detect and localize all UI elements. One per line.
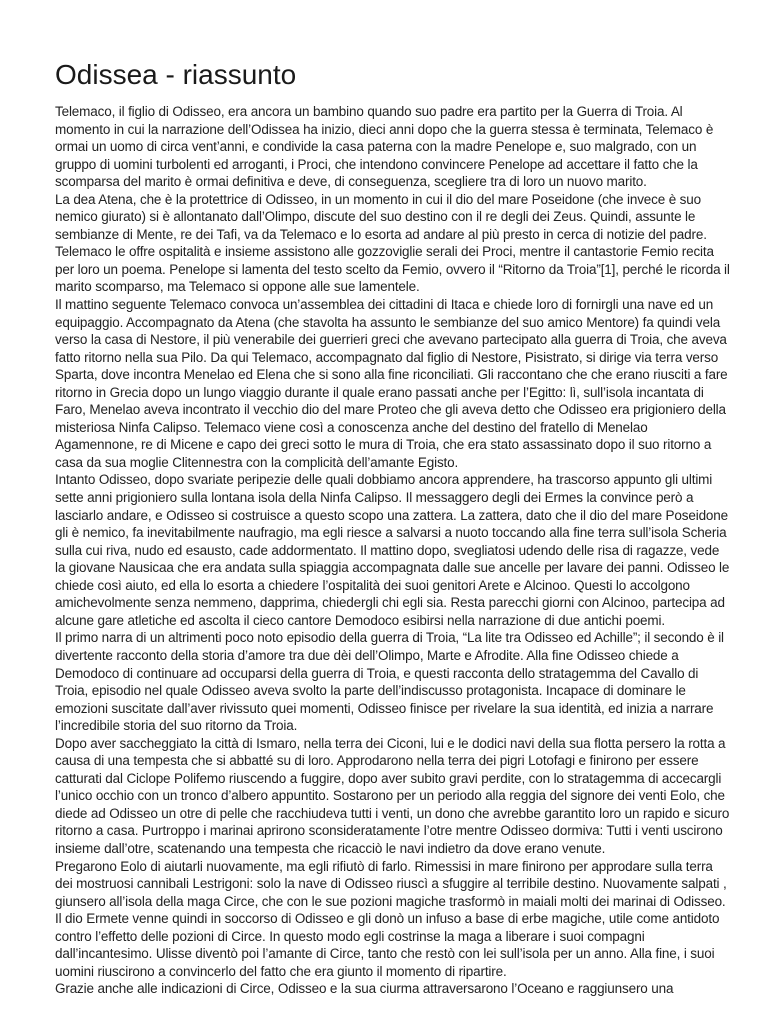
document-page: [55, 0, 730, 998]
paragraph: Intanto Odisseo, dopo svariate peripezie delle quali dobbiamo ancora apprendere, ha trascorso appunto gli ultimi sette anni prigioniero sulla lontana isola della Ninfa Calipso. Il messaggero degli dei Ermes la convince però a lasciarlo andare, e Odisseo si costruisce a questo scopo una zattera. La zattera, dato che il dio del mare Poseidone gli è nemico, fa inevitabilmente naufragio, ma egli riesce a salvarsi a nuoto toccando alla fine terra sull’isola Scheria sulla cui riva, nudo ed esausto, cade addormentato. Il mattino dopo, svegliatosi udendo delle risa di ragazze, vede la giovane Nausicaa che era andata sulla spiaggia accompagnata dalle sue ancelle per lavare dei panni. Odisseo le chiede così aiuto, ed ella lo esorta a chiedere l’ospitalità dei suoi genitori Arete e Alcinoo. Questi lo accolgono amichevolmente senza nemmeno, dapprima, chiedergli chi egli sia. Resta parecchi giorni con Alcinoo, partecipa ad alcune gare atletiche ed ascolta il cieco cantore Demodoco esibirsi nella narrazione di due antichi poemi.: [55, 472, 730, 628]
document-title: Odissea - riassunto: [55, 59, 297, 90]
paragraph: Telemaco, il figlio di Odisseo, era ancora un bambino quando suo padre era partito per la Guerra di Troia. Al momento in cui la narrazione dell’Odissea ha inizio, dieci anni dopo che la guerra stessa è terminata, Telemaco è ormai un uomo di circa vent’anni, e condivide la casa paterna con la madre Penelope e, suo malgrado, con un gruppo di uomini turbolenti ed arroganti, i Proci, che intendono convincere Penelope ad accettare il fatto che la scomparsa del marito è ormai definitiva e deve, di conseguenza, scegliere tra di loro un nuovo marito.: [55, 104, 714, 190]
paragraph: Pregarono Eolo di aiutarli nuovamente, ma egli rifiutò di farlo. Rimessisi in mare finirono per approdare sulla terra dei mostruosi cannibali Lestrigoni: solo la nave di Odisseo riuscì a sfuggire al terribile destino. Nuovamente salpati , giunsero all’isola della maga Circe, che con le sue pozioni magiche trasformò in maiali molti dei marinai di Odisseo. Il dio Ermete venne quindi in soccorso di Odisseo e gli donò un infuso a base di erbe magiche, utile come antidoto contro l’effetto delle pozioni di Circe. In questo modo egli costrinse la maga a liberare i suoi compagni dall’incantesimo. Ulisse diventò poi l’amante di Circe, tanto che restò con lei sull’isola per un anno. Alla fine, i suoi uomini riuscirono a convincerlo del fatto che era giunto il momento di ripartire.: [55, 858, 727, 979]
document-body: [55, 103, 730, 998]
paragraph: La dea Atena, che è la protettrice di Odisseo, in un momento in cui il dio del mare Poseidone (che invece è suo nemico giurato) si è allontanato dall’Olimpo, discute del suo destino con il re degli dei Zeus. Quindi, assunte le sembianze di Mente, re dei Tafi, va da Telemaco e lo esorta ad andare al più presto in cerca di notizie del padre. Telemaco le offre ospitalità e insieme assistono alle gozzoviglie serali dei Proci, mentre il cantastorie Femio recita per loro un poema. Penelope si lamenta del testo scelto da Femio, ovvero il “Ritorno da Troia”[1], perché le ricorda il marito scomparso, ma Telemaco si oppone alle sue lamentele.: [55, 191, 730, 295]
paragraph: Dopo aver saccheggiato la città di Ismaro, nella terra dei Ciconi, lui e le dodici navi della sua flotta persero la rotta a causa di una tempesta che si abbatté su di loro. Approdarono nella terra dei pigri Lotofagi e finirono per essere catturati dal Ciclope Polifemo riuscendo a fuggire, dopo aver subito gravi perdite, con lo stratagemma di accecargli l’unico occhio con un tronco d’albero appuntito. Sostarono per un periodo alla reggia del signore dei venti Eolo, che diede ad Odisseo un otre di pelle che racchiudeva tutti i venti, un dono che avrebbe garantito loro un rapido e sicuro ritorno a casa. Purtroppo i marinai aprirono sconsideratamente l’otre mentre Odisseo dormiva: Tutti i venti uscirono insieme dall’otre, scatenando una tempesta che ricacciò le navi indietro da dove erano venute.: [55, 735, 730, 856]
paragraph: Il primo narra di un altrimenti poco noto episodio della guerra di Troia, “La lite tra Odisseo ed Achille”; il secondo è il divertente racconto della storia d’amore tra due dèi dell’Olimpo, Marte e Afrodite. Alla fine Odisseo chiede a Demodoco di continuare ad occuparsi della guerra di Troia, e questi racconta dello stratagemma del Cavallo di Troia, episodio nel quale Odisseo aveva svolto la parte dell’indiscusso protagonista. Incapace di dominare le emozioni suscitate dall’aver rivissuto quei momenti, Odisseo finisce per rivelare la sua identità, ed inizia a narrare l’incredibile storia del suo ritorno da Troia.: [55, 630, 724, 734]
paragraph: Il mattino seguente Telemaco convoca un’assemblea dei cittadini di Itaca e chiede loro di fornirgli una nave ed un equipaggio. Accompagnato da Atena (che stavolta ha assunto le sembianze del suo amico Mentore) fa quindi vela verso la casa di Nestore, il più venerabile dei guerrieri greci che avevano partecipato alla guerra di Troia, che aveva fatto ritorno nella sua Pilo. Da qui Telemaco, accompagnato dal figlio di Nestore, Pisistrato, si dirige via terra verso Sparta, dove incontra Menelao ed Elena che si sono alla fine riconciliati. Gli raccontano che che erano riusciti a fare ritorno in Grecia dopo un lungo viaggio durante il quale erano passati anche per l’Egitto: lì, sull’isola incantata di Faro, Menelao aveva incontrato il vecchio dio del mare Proteo che gli aveva detto che Odisseo era prigioniero della misteriosa Ninfa Calipso. Telemaco viene così a conoscenza anche del destino del fratello di Menelao Agamennone, re di Micene e capo dei greci sotto le mura di Troia, che era stato assassinato dopo il suo ritorno a casa da sua moglie Clitennestra con la complicità dell’amante Egisto.: [55, 297, 728, 470]
paragraph: Grazie anche alle indicazioni di Circe, Odisseo e la sua ciurma attraversarono l’Oceano e raggiunsero una: [55, 981, 674, 997]
